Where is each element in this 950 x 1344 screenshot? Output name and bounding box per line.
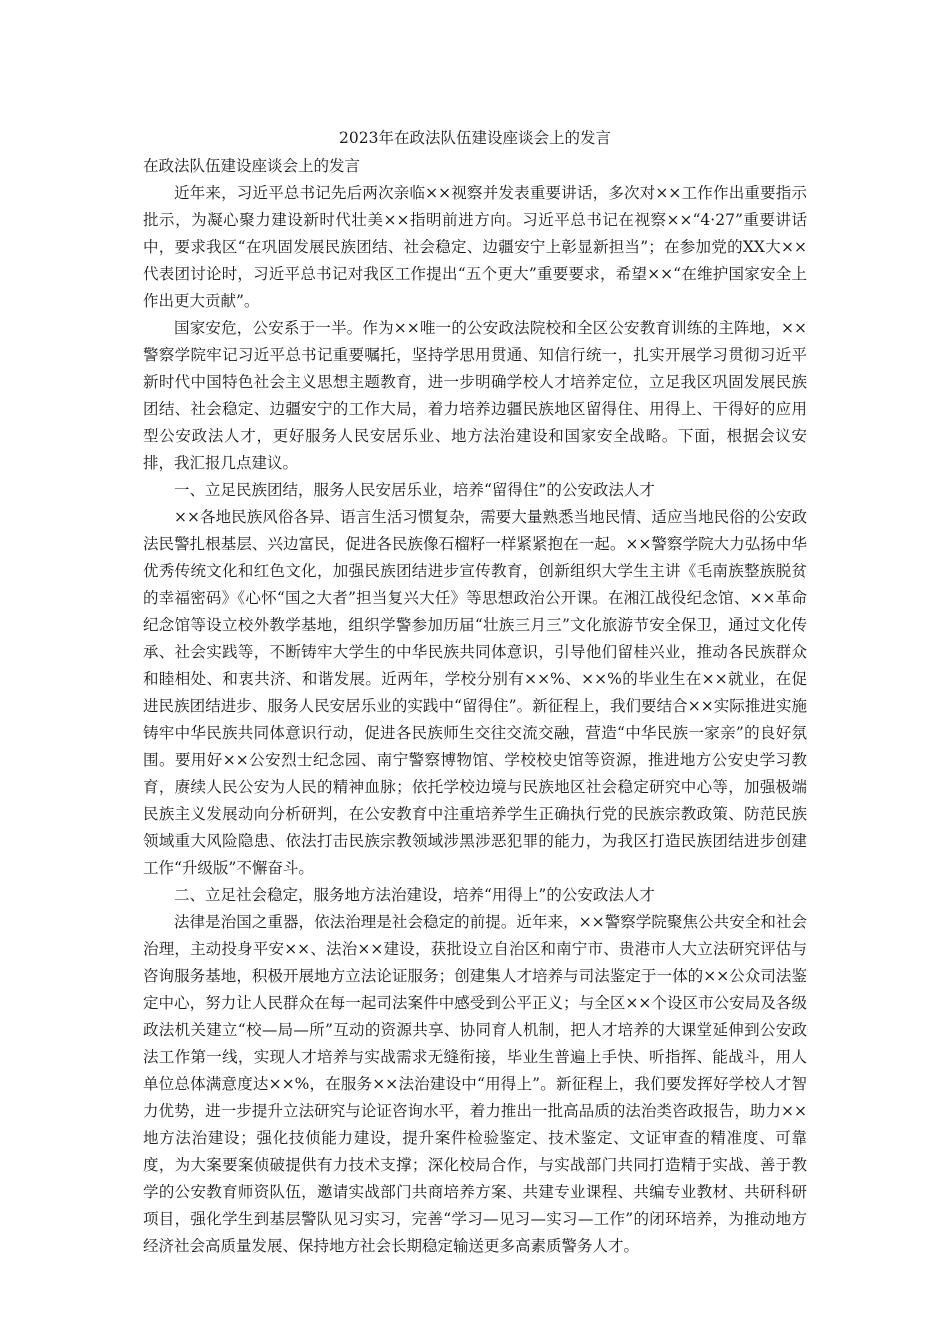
document-title: 2023年在政法队伍建设座谈会上的发言 — [339, 129, 611, 147]
section-heading-1: 一、立足民族团结，服务人民安居乐业，培养“留得住”的公安政法人才 — [174, 481, 655, 499]
paragraph-intro: 近年来，习近平总书记先后两次亲临××视察并发表重要讲话，多次对××工作作出重要指示批示，为凝心聚力建设新时代壮美××指明前进方向。习近平总书记在视察××“4·27”重要讲话中，要求我区“在巩固发展民族团结、社会稳定、边疆安宁上彰显新担当”；在参加党的XX大××代表团讨论时，习近平总书记对我区工作提出“五个更大”重要要求，希望××“在维护国家安全上作出更大贡献”。 — [143, 184, 807, 310]
document-subtitle: 在政法队伍建设座谈会上的发言 — [143, 157, 361, 175]
paragraph-section-2: 法律是治国之重器，依法治理是社会稳定的前提。近年来，××警察学院聚焦公共安全和社会治理，主动投身平安××、法治××建设，获批设立自治区和南宁市、贵港市人大立法研究评估与咨询服务基地，积极开展地方立法论证服务；创建集人才培养与司法鉴定于一体的××公众司法鉴定中心，努力让人民群众在每一起司法案件中感受到公平正义；与全区××个设区市公安局及各级政法机关建立“校—局—所”互动的资源共享、协同育人机制，把人才培养的大课堂延伸到公安政法工作第一线，实现人才培养与实战需求无缝衔接，毕业生普遍上手快、听指挥、能战斗，用人单位总体满意度达××%，在服务××法治建设中“用得上”。新征程上，我们要发挥好学校人才智力优势，进一步提升立法研究与论证咨询水平，着力推出一批高品质的法治类咨政报告，助力××地方法治建设；强化技侦能力建设，提升案件检验鉴定、技术鉴定、文证审查的精准度、可靠度，为大案要案侦破提供有力技术支撑；深化校局合作，与实战部门共同打造精于实战、善于教学的公安教育师资队伍，邀请实战部门共商培养方案、共建专业课程、共编专业教材、共研科研项目，强化学生到基层警队见习实习，完善“学习—见习—实习—工作”的闭环培养，为推动地方经济社会高质量发展、保持地方社会长期稳定输送更多高素质警务人才。 — [143, 913, 807, 1255]
document-page — [143, 124, 807, 1260]
paragraph-overview: 国家安危，公安系于一半。作为××唯一的公安政法院校和全区公安教育训练的主阵地，××警察学院牢记习近平总书记重要嘱托，坚持学思用贯通、知信行统一，扎实开展学习贯彻习近平新时代中国特色社会主义思想主题教育，进一步明确学校人才培养定位，立足我区巩固发展民族团结、社会稳定、边疆安宁的工作大局，着力培养边疆民族地区留得住、用得上、干得好的应用型公安政法人才，更好服务人民安居乐业、地方法治建设和国家安全战略。下面，根据会议安排，我汇报几点建议。 — [143, 319, 807, 472]
paragraph-section-1: ××各地民族风俗各异、语言生活习惯复杂，需要大量熟悉当地民情、适应当地民俗的公安政法民警扎根基层、兴边富民，促进各民族像石榴籽一样紧紧抱在一起。××警察学院大力弘扬中华优秀传统文化和红色文化，加强民族团结进步宣传教育，创新组织大学生主讲《毛南族整族脱贫的幸福密码》《心怀“国之大者”担当复兴大任》等思想政治公开课。在湘江战役纪念馆、××革命纪念馆等设立校外教学基地，组织学警参加历届“壮族三月三”文化旅游节安全保卫，通过文化传承、社会实践等，不断铸牢大学生的中华民族共同体意识，引导他们留桂兴业，推动各民族群众和睦相处、和衷共济、和谐发展。近两年，学校分别有××%、××%的毕业生在××就业，在促进民族团结进步、服务人民安居乐业的实践中“留得住”。新征程上，我们要结合××实际推进实施铸牢中华民族共同体意识行动，促进各民族师生交往交流交融，营造“中华民族一家亲”的良好氛围。要用好××公安烈士纪念园、南宁警察博物馆、学校校史馆等资源，推进地方公安史学习教育，赓续人民公安为人民的精神血脉；依托学校边境与民族地区社会稳定研究中心等，加强极端民族主义发展动向分析研判，在公安教育中注重培养学生正确执行党的民族宗教政策、防范民族领域重大风险隐患、依法打击民族宗教领域涉黑涉恶犯罪的能力，为我区打造民族团结进步创建工作“升级版”不懈奋斗。 — [143, 508, 807, 877]
section-heading-2: 二、立足社会稳定，服务地方法治建设，培养“用得上”的公安政法人才 — [174, 886, 655, 904]
